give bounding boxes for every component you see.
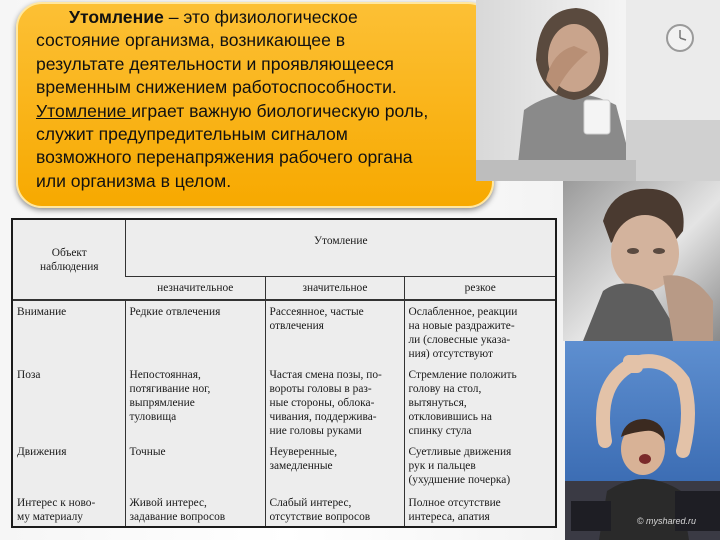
cell-minor: Редкие отвлечения — [125, 300, 265, 367]
cell-minor: Непостоянная, потягивание ног, выпрямление туловища — [125, 367, 265, 444]
tired-woman-illustration — [476, 0, 720, 181]
fatigue-table — [13, 220, 555, 526]
cell-severe: Стремление положить голову на стол, вытянуться, откловившись на спинку стула — [404, 367, 555, 444]
table-row — [13, 367, 555, 444]
cell-minor: Живой интерес, задавание вопросов — [125, 495, 265, 526]
header-fatigue-group: Утомление — [125, 220, 555, 277]
table-row — [13, 444, 555, 495]
cell-significant: Слабый интерес, отсутствие вопросов — [265, 495, 404, 526]
stretching-girl-illustration — [565, 341, 720, 540]
cell-object: Внимание — [17, 306, 67, 318]
table-header-row — [13, 220, 555, 277]
definition-line-3: результате деятельности и проявляющееся — [36, 53, 394, 74]
definition-callout — [16, 2, 494, 208]
photo-sleepy-boy — [563, 181, 720, 341]
photo-tired-woman — [476, 0, 720, 181]
header-level-significant: значительное — [265, 277, 404, 301]
definition-line-8: или организма в целом. — [36, 170, 232, 191]
definition-line-1: Утомление – это физиологическое — [69, 7, 358, 27]
term-fatigue-bold: Утомление — [69, 7, 164, 27]
cell-object: Движения — [17, 446, 67, 458]
definition-line-5: Утомление играет важную биологическую роль, — [36, 100, 429, 121]
definition-line-2: состояние организма, возникающее в — [36, 30, 346, 51]
cell-minor: Точные — [125, 444, 265, 495]
definition-line-6: служит предупредительным сигналом — [36, 124, 348, 145]
cell-object: Поза — [17, 369, 41, 381]
table-row — [13, 300, 555, 367]
fatigue-signs-table — [11, 218, 557, 528]
sleepy-boy-illustration — [563, 181, 720, 341]
cell-object: Интерес к ново- му материалу — [17, 497, 96, 523]
cell-severe: Полное отсутствие интереса, апатия — [404, 495, 555, 526]
definition-line-7: возможного перенапряжения рабочего органа — [36, 147, 413, 168]
cell-significant: Рассеянное, частые отвлечения — [265, 300, 404, 367]
table-row — [13, 495, 555, 526]
definition-line-4: временным снижением работоспособности. — [36, 77, 397, 98]
photo-watermark: © myshared.ru — [636, 516, 696, 526]
header-level-severe: резкое — [404, 277, 555, 301]
term-fatigue-underlined: Утомление — [36, 100, 132, 121]
header-observation-object: Объект наблюдения — [13, 220, 125, 300]
photo-stretching-girl — [565, 341, 720, 540]
cell-severe: Ослабленное, реакции на новые раздражите- ли (словесные указа- ния) отсутствуют — [404, 300, 555, 367]
cell-significant: Неуверенные, замедленные — [265, 444, 404, 495]
cell-severe: Суетливые движения рук и пальцев (ухудшение почерка) — [404, 444, 555, 495]
cell-significant: Частая смена позы, по- вороты головы в раз- ные стороны, облока- чивания, поддержива- ние головы руками — [265, 367, 404, 444]
header-level-minor: незначительное — [125, 277, 265, 301]
